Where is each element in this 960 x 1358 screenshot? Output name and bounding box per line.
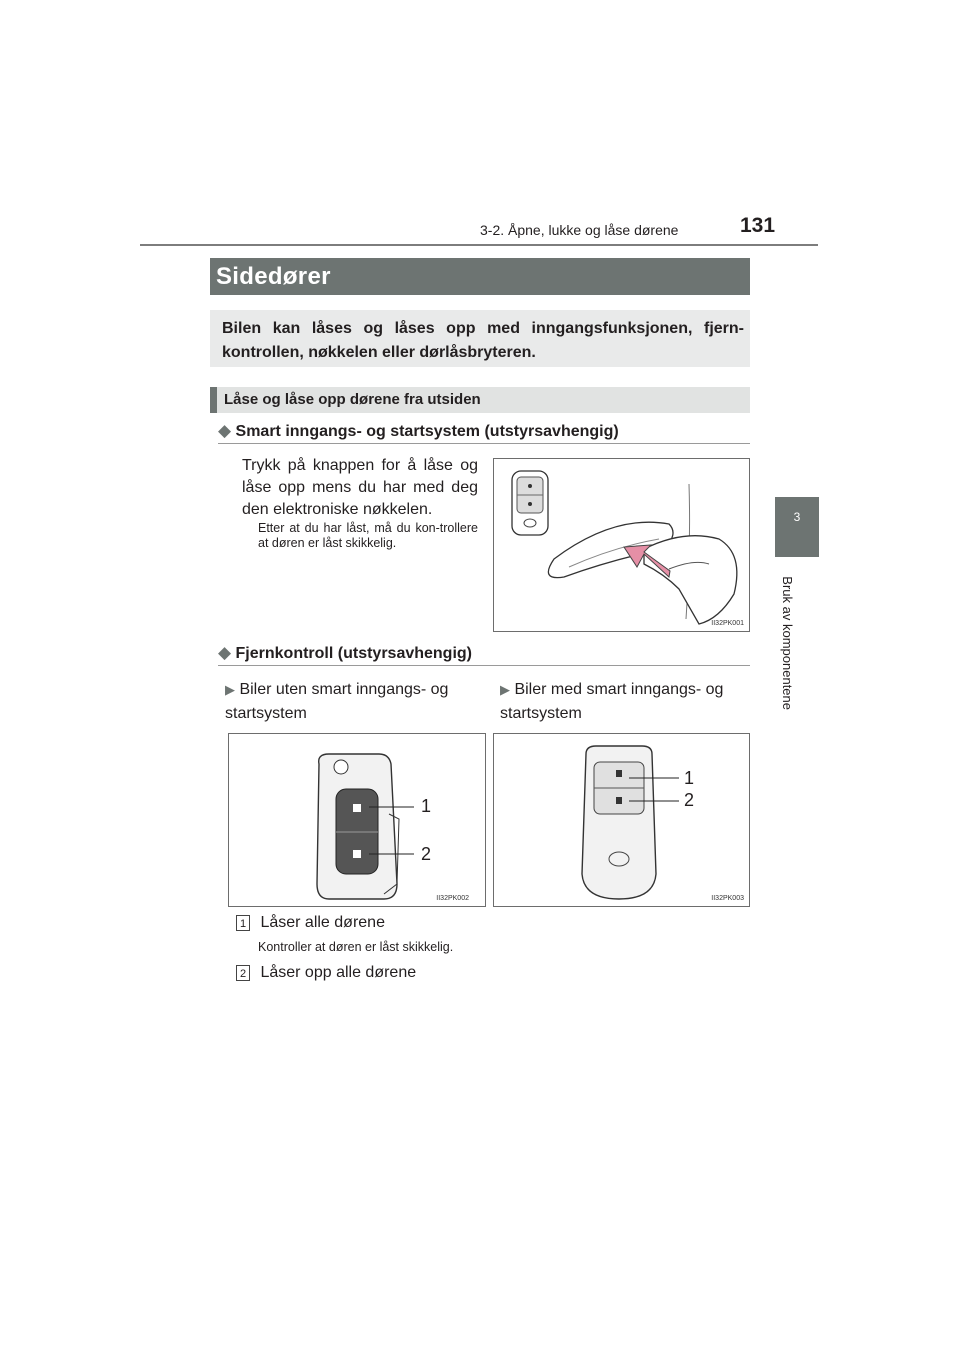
smart-heading-rule [218, 443, 750, 444]
legend-item-1 [236, 912, 385, 934]
flip-key-figure [228, 733, 486, 907]
legend-number: 1 [236, 915, 250, 931]
legend-text: Låser alle dørene [260, 914, 385, 931]
page-number: 131 [740, 214, 776, 237]
callout-1: 1 [421, 796, 432, 816]
callout-2: 2 [684, 790, 695, 810]
legend-text: Låser opp alle dørene [260, 964, 417, 981]
figure-code: II32PK001 [711, 620, 744, 627]
triangle-bullet-icon: ▶ [225, 682, 235, 697]
legend-number: 2 [236, 965, 250, 981]
chapter-tab [775, 497, 819, 557]
page-title: Sidedører [216, 263, 331, 290]
chapter-number: 3 [793, 510, 801, 524]
callout-1: 1 [684, 768, 695, 788]
figure-code: II32PK003 [711, 895, 744, 902]
subsection-accent [210, 387, 217, 413]
section-path: 3-2. Åpne, lukke og låse dørene [480, 222, 679, 238]
legend-item-2 [236, 962, 416, 984]
door-handle-illustration [494, 459, 749, 631]
legend-note: Kontroller at døren er låst skikkelig. [258, 940, 454, 954]
diamond-bullet-icon: ◆ [218, 643, 232, 662]
remote-heading: ◆ Fjernkontroll (utstyrsavhengig) [218, 643, 472, 662]
smart-key-illustration [494, 734, 749, 906]
smart-heading: ◆ Smart inngangs- og startsystem (utstyrsavhengig) [218, 421, 619, 440]
left-variant-label: ▶ Biler uten smart inngangs- og startsystem [225, 681, 449, 722]
remote-heading-rule [218, 665, 750, 666]
triangle-bullet-icon: ▶ [500, 682, 510, 697]
flip-key-illustration [229, 734, 485, 906]
right-variant-label: ▶ Biler med smart inngangs- og startsystem [500, 681, 724, 722]
chapter-label: Bruk av komponentene [780, 576, 795, 710]
header-rule [140, 244, 818, 246]
diamond-bullet-icon: ◆ [218, 421, 232, 440]
smart-key-figure [493, 733, 750, 907]
subsection-title: Låse og låse opp dørene fra utsiden [224, 391, 481, 408]
smart-entry-figure [493, 458, 750, 632]
callout-2: 2 [421, 844, 432, 864]
figure-code: II32PK002 [436, 895, 469, 902]
smart-body: Trykk på knappen for å låse og låse opp mens du har med deg den elektroniske nøkkelen. [242, 457, 478, 518]
smart-note: Etter at du har låst, må du kon-trollere at døren er låst skikkelig. [258, 521, 478, 550]
intro-text: Bilen kan låses og låses opp med inngangsfunksjonen, fjern-kontrollen, nøkkelen eller dørlåsbryteren. [222, 320, 744, 361]
